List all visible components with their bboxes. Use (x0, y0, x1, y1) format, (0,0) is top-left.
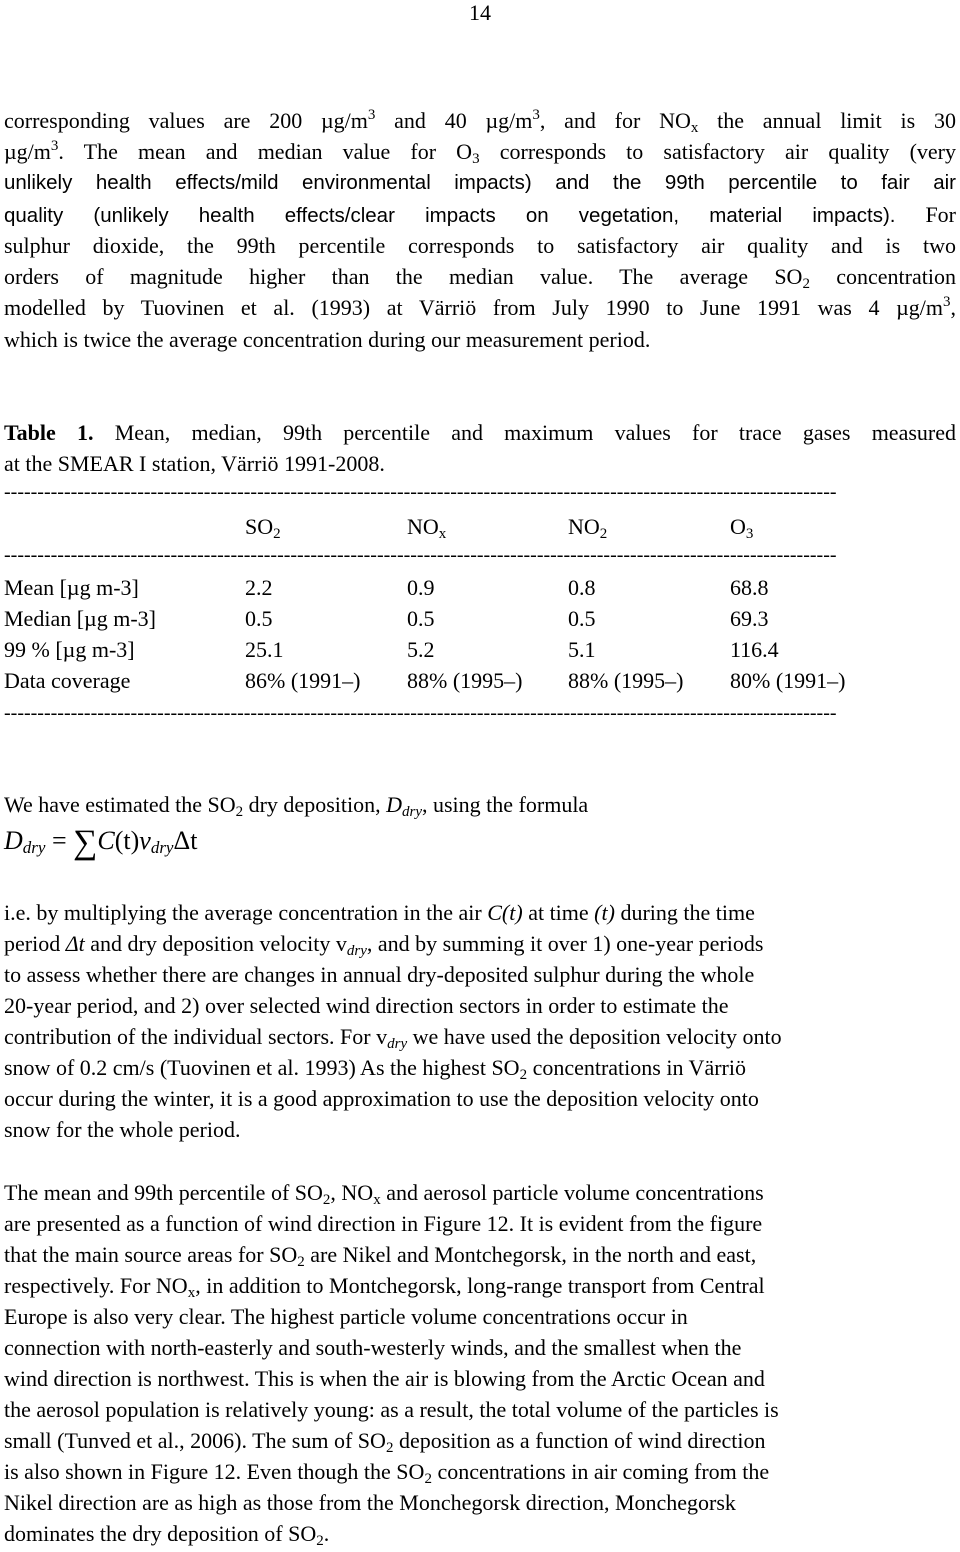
paragraph-method-intro: We have estimated the $SO_2$ dry deposition, $D_{dry}$, using the formula (4, 792, 589, 820)
column-header: $NO_2$ (568, 514, 608, 542)
table-rule: ----------------------------------------------------------------------------------------------------------------------------- (4, 481, 837, 503)
row-label: Data coverage (4, 668, 131, 693)
text-line: the aerosol population is relatively young: as a result, the total volume of the particles is (4, 1397, 779, 1422)
caption-line: at the SMEAR I station, Värriö 1991-2008. (4, 451, 385, 476)
text-line: snow for the whole period. (4, 1117, 241, 1142)
table-cell: 0.5 (568, 606, 596, 631)
table-cell: 86% (1991–) (245, 668, 361, 693)
text-line: connection with north-easterly and south-westerly winds, and the smallest when the (4, 1335, 742, 1360)
text-line: that the main source areas for $SO_2$ are Nikel and Montchegorsk, in the north and east, (4, 1242, 757, 1270)
table-cell: 116.4 (730, 637, 779, 662)
deposition-formula: $D_{dry} = \sum C(t)v_{dry}\Delta t$ (4, 824, 198, 861)
text-line: i.e. by multiplying the average concentration in the air C(t) at time (t) during the time (4, 900, 755, 925)
table-cell: 0.5 (407, 606, 435, 631)
text-line: unlikely health effects/mild environmental impacts) and the 99th percentile to fair air (4, 171, 956, 194)
row-label: Median [µg m-3] (4, 606, 156, 631)
caption-line: Table 1. Mean, median, 99th percentile and maximum values for trace gases measured (4, 420, 956, 445)
column-header: $SO_2$ (245, 514, 281, 542)
text-line: 20-year period, and 2) over selected wind direction sectors in order to estimate the (4, 993, 729, 1018)
column-header: $NO_x$ (407, 514, 447, 542)
row-label: 99 % [µg m-3] (4, 637, 135, 662)
text-line: quality (unlikely health effects/clear impacts on vegetation, material impacts). For (4, 202, 957, 227)
text-line: are presented as a function of wind direction in Figure 12. It is evident from the figure (4, 1211, 763, 1236)
text-line: wind direction is northwest. This is when the air is blowing from the Arctic Ocean and (4, 1366, 765, 1391)
table-cell: 68.8 (730, 575, 769, 600)
table-cell: 88% (1995–) (568, 668, 684, 693)
text-line: which is twice the average concentration during our measurement period. (4, 327, 651, 352)
text-line: orders of magnitude higher than the median value. The average $SO_2$ concentration (4, 264, 956, 292)
text-line: $\mu g/m^3$. The mean and median value for $O_3$ corresponds to satisfactory air quality (very (4, 138, 956, 167)
text-line: Europe is also very clear. The highest particle volume concentrations occur in (4, 1304, 688, 1329)
table-cell: 25.1 (245, 637, 284, 662)
page-number: 14 (469, 0, 491, 25)
text-line: The mean and 99th percentile of $SO_2$, $NO_x$ and aerosol particle volume concentrations (4, 1180, 764, 1208)
row-label: Mean [µg m-3] (4, 575, 139, 600)
table-rule: ----------------------------------------------------------------------------------------------------------------------------- (4, 702, 837, 724)
text-line: sulphur dioxide, the 99th percentile corresponds to satisfactory air quality and is two (4, 233, 956, 258)
table-rule: ----------------------------------------------------------------------------------------------------------------------------- (4, 544, 837, 566)
table-cell: 5.1 (568, 637, 596, 662)
table-cell: 69.3 (730, 606, 769, 631)
text-line: period Δt and dry deposition velocity $v_{dry}$, and by summing it over 1) one-year periods (4, 931, 764, 959)
table-cell: 2.2 (245, 575, 273, 600)
text-line: snow of 0.2 cm/s (Tuovinen et al. 1993) As the highest $SO_2$ concentrations in Värriö (4, 1055, 746, 1083)
column-header: $O_3$ (730, 514, 754, 542)
table-cell: 80% (1991–) (730, 668, 846, 693)
text-line: modelled by Tuovinen et al. (1993) at Värriö from July 1990 to June 1991 was 4 $\mu g/m^3$, (4, 294, 956, 320)
table-cell: 0.9 (407, 575, 435, 600)
text-line: small (Tunved et al., 2006). The sum of $SO_2$ deposition as a function of wind direction (4, 1428, 766, 1456)
table-cell: 0.5 (245, 606, 273, 631)
table-cell: 5.2 (407, 637, 435, 662)
text-line: to assess whether there are changes in annual dry-deposited sulphur during the whole (4, 962, 755, 987)
text-line: dominates the dry deposition of $SO_2$. (4, 1521, 330, 1549)
text-line: corresponding values are 200 $\mu g/m^3$ and 40 $\mu g/m^3$, and for $NO_x$ the annual limit is 30 (4, 107, 956, 136)
table-cell: 88% (1995–) (407, 668, 523, 693)
text-line: occur during the winter, it is a good approximation to use the deposition velocity onto (4, 1086, 759, 1111)
text-line: respectively. For $NO_x$, in addition to Montchegorsk, long-range transport from Central (4, 1273, 765, 1301)
text-line: Nikel direction are as high as those from the Monchegorsk direction, Monchegorsk (4, 1490, 736, 1515)
table-cell: 0.8 (568, 575, 596, 600)
text-line: is also shown in Figure 12. Even though the $SO_2$ concentrations in air coming from the (4, 1459, 770, 1487)
text-line: contribution of the individual sectors. For $v_{dry}$ we have used the deposition velocity onto (4, 1024, 782, 1052)
